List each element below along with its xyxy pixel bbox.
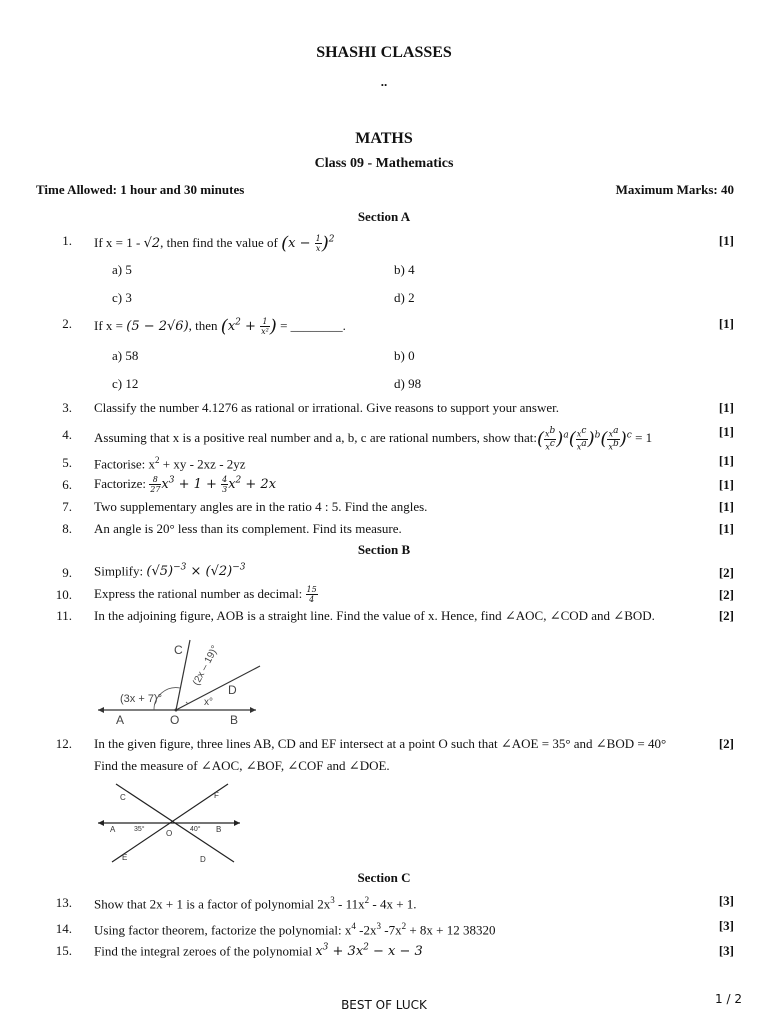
angle-label-aoe: 35° [134,826,145,833]
question-number: 7. [62,499,72,514]
label-e: E [122,853,128,862]
option: d) 2 [394,290,415,305]
angle-label-bod: 40° [190,826,201,833]
label-d: D [228,683,237,697]
question-marks: [3] [718,918,734,933]
option: a) 5 [112,262,132,277]
question-marks: [3] [718,943,734,958]
question-number: 12. [55,736,72,751]
question-marks: [2] [718,565,734,580]
question-number: 2. [62,316,72,331]
footer-message: BEST OF LUCK [341,998,427,1012]
question-number: 14. [55,921,72,936]
question-text: Factorize: $\frac{8}{27}$ $x^3 + 1$ + $\frac{4}{3}$ $x^2 + 2x$ [94,475,277,494]
arrow-head [98,707,104,713]
label-c: C [120,793,126,802]
question-text: Two supplementary angles are in the ratio 4 : 5. Find the angles. [94,499,428,514]
label-o: O [170,713,180,727]
figure-intersecting-lines [94,780,244,866]
question-marks: [1] [718,477,734,492]
question-number: 4. [62,427,72,442]
question-marks: [1] [718,400,734,415]
question-text: If x = 1 - √2, then find the value of (x − $\frac{1}{x}$ )$^2$ [94,233,335,254]
question-text-continued: Find the measure of ∠AOC, ∠BOF, ∠COF and ∠DOE. [94,758,390,773]
question-text: In the given figure, three lines AB, CD and EF intersect at a point O such that ∠AOE = 35° and ∠BOD = 40° [94,736,667,751]
question-text: Classify the number 4.1276 as rational or irrational. Give reasons to support your answer. [94,400,560,415]
question-text: Find the integral zeroes of the polynomial $x^3 + 3x^2 - x - 3$ [94,943,423,960]
ray-od [176,666,260,710]
subject-title: MATHS [355,130,413,147]
max-marks: Maximum Marks: 40 [615,182,734,197]
label-a: A [116,713,125,727]
question-number: 10. [55,587,72,602]
question-marks: [1] [718,499,734,514]
question-text: Simplify: $(√5)^{-3} \times (√2)^{-3}$ [94,563,246,580]
arrow-head [250,707,256,713]
option: c) 12 [112,376,139,391]
question-number: 9. [62,565,72,580]
section-b-heading: Section B [357,542,411,557]
angle-label-bod: x° [204,697,213,708]
question-marks: [2] [718,736,734,751]
option: d) 98 [394,376,422,391]
question-number: 3. [62,400,72,415]
label-c: C [174,643,183,657]
page-number: 1 / 2 [715,992,742,1006]
label-d: D [200,855,206,864]
question-number: 15. [55,943,72,958]
question-marks: [1] [718,424,734,439]
class-title: Class 09 - Mathematics [314,156,454,171]
question-marks: [2] [718,608,734,623]
question-marks: [2] [718,587,734,602]
question-text: An angle is 20° less than its complement. Find its measure. [94,521,402,536]
question-number: 11. [56,608,72,623]
label-o: O [166,829,173,838]
section-a-heading: Section A [357,209,411,224]
figure-straight-line-angles [94,632,264,728]
question-text: Using factor theorem, factorize the polynomial: $x^4$ $-2x^3$ $-7x^2 + 8x + 12$ 38320 [94,921,496,938]
label-b: B [230,713,239,727]
question-text: If x = (5 − 2√6), then ($x^2$ + $\frac{1}{\text{x²}}$ ) = ________. [94,316,346,337]
question-marks: [1] [718,233,734,248]
institute-title: SHASHI CLASSES [316,44,452,61]
time-allowed: Time Allowed: 1 hour and 30 minutes [36,182,245,197]
question-text: Factorise: $x^2$ + xy - 2xz - 2yz [94,455,246,472]
option: b) 0 [394,348,415,363]
option: a) 58 [112,348,139,363]
label-a: A [110,825,116,834]
header-dots: .. [380,74,388,89]
question-marks: [3] [718,893,734,908]
angle-label-aoc: (3x + 7)° [120,693,162,705]
label-f: F [214,791,219,800]
question-number: 8. [62,521,72,536]
question-number: 5. [62,455,72,470]
question-marks: [1] [718,453,734,468]
point-o [175,709,178,712]
question-number: 6. [62,477,72,492]
arrow-head [234,820,240,826]
question-text: Show that 2x + 1 is a factor of polynomial $2x^3 - 11x^2 - 4x + 1$. [94,895,417,912]
label-b: B [216,825,222,834]
math-expression: (x − $\frac{1}{x}$ )$^2$ [281,233,335,254]
angle-label-cod: (2x – 19)° [190,643,222,688]
question-text: In the adjoining figure, AOB is a straight line. Find the value of x. Hence, find ∠AOC, ∠COD and ∠BOD. [94,608,655,623]
question-text: Assuming that x is a positive real number and a, b, c are rational numbers, show that:( $\frac{x^b}{x^c}$ )$^a$( $\frac{x^c}{x^a}$ )$^b$( $\frac{x^a}{x^b}$ )$^c$ = 1 [94,426,653,452]
section-c-heading: Section C [357,870,411,885]
question-number: 1. [62,233,72,248]
option: b) 4 [394,262,415,277]
question-marks: [1] [718,521,734,536]
question-number: 13. [55,895,72,910]
option: c) 3 [112,290,132,305]
question-marks: [1] [718,316,734,331]
arrow-head [98,820,104,826]
question-text: Express the rational number as decimal: $\frac{15}{4}$ [94,585,317,604]
